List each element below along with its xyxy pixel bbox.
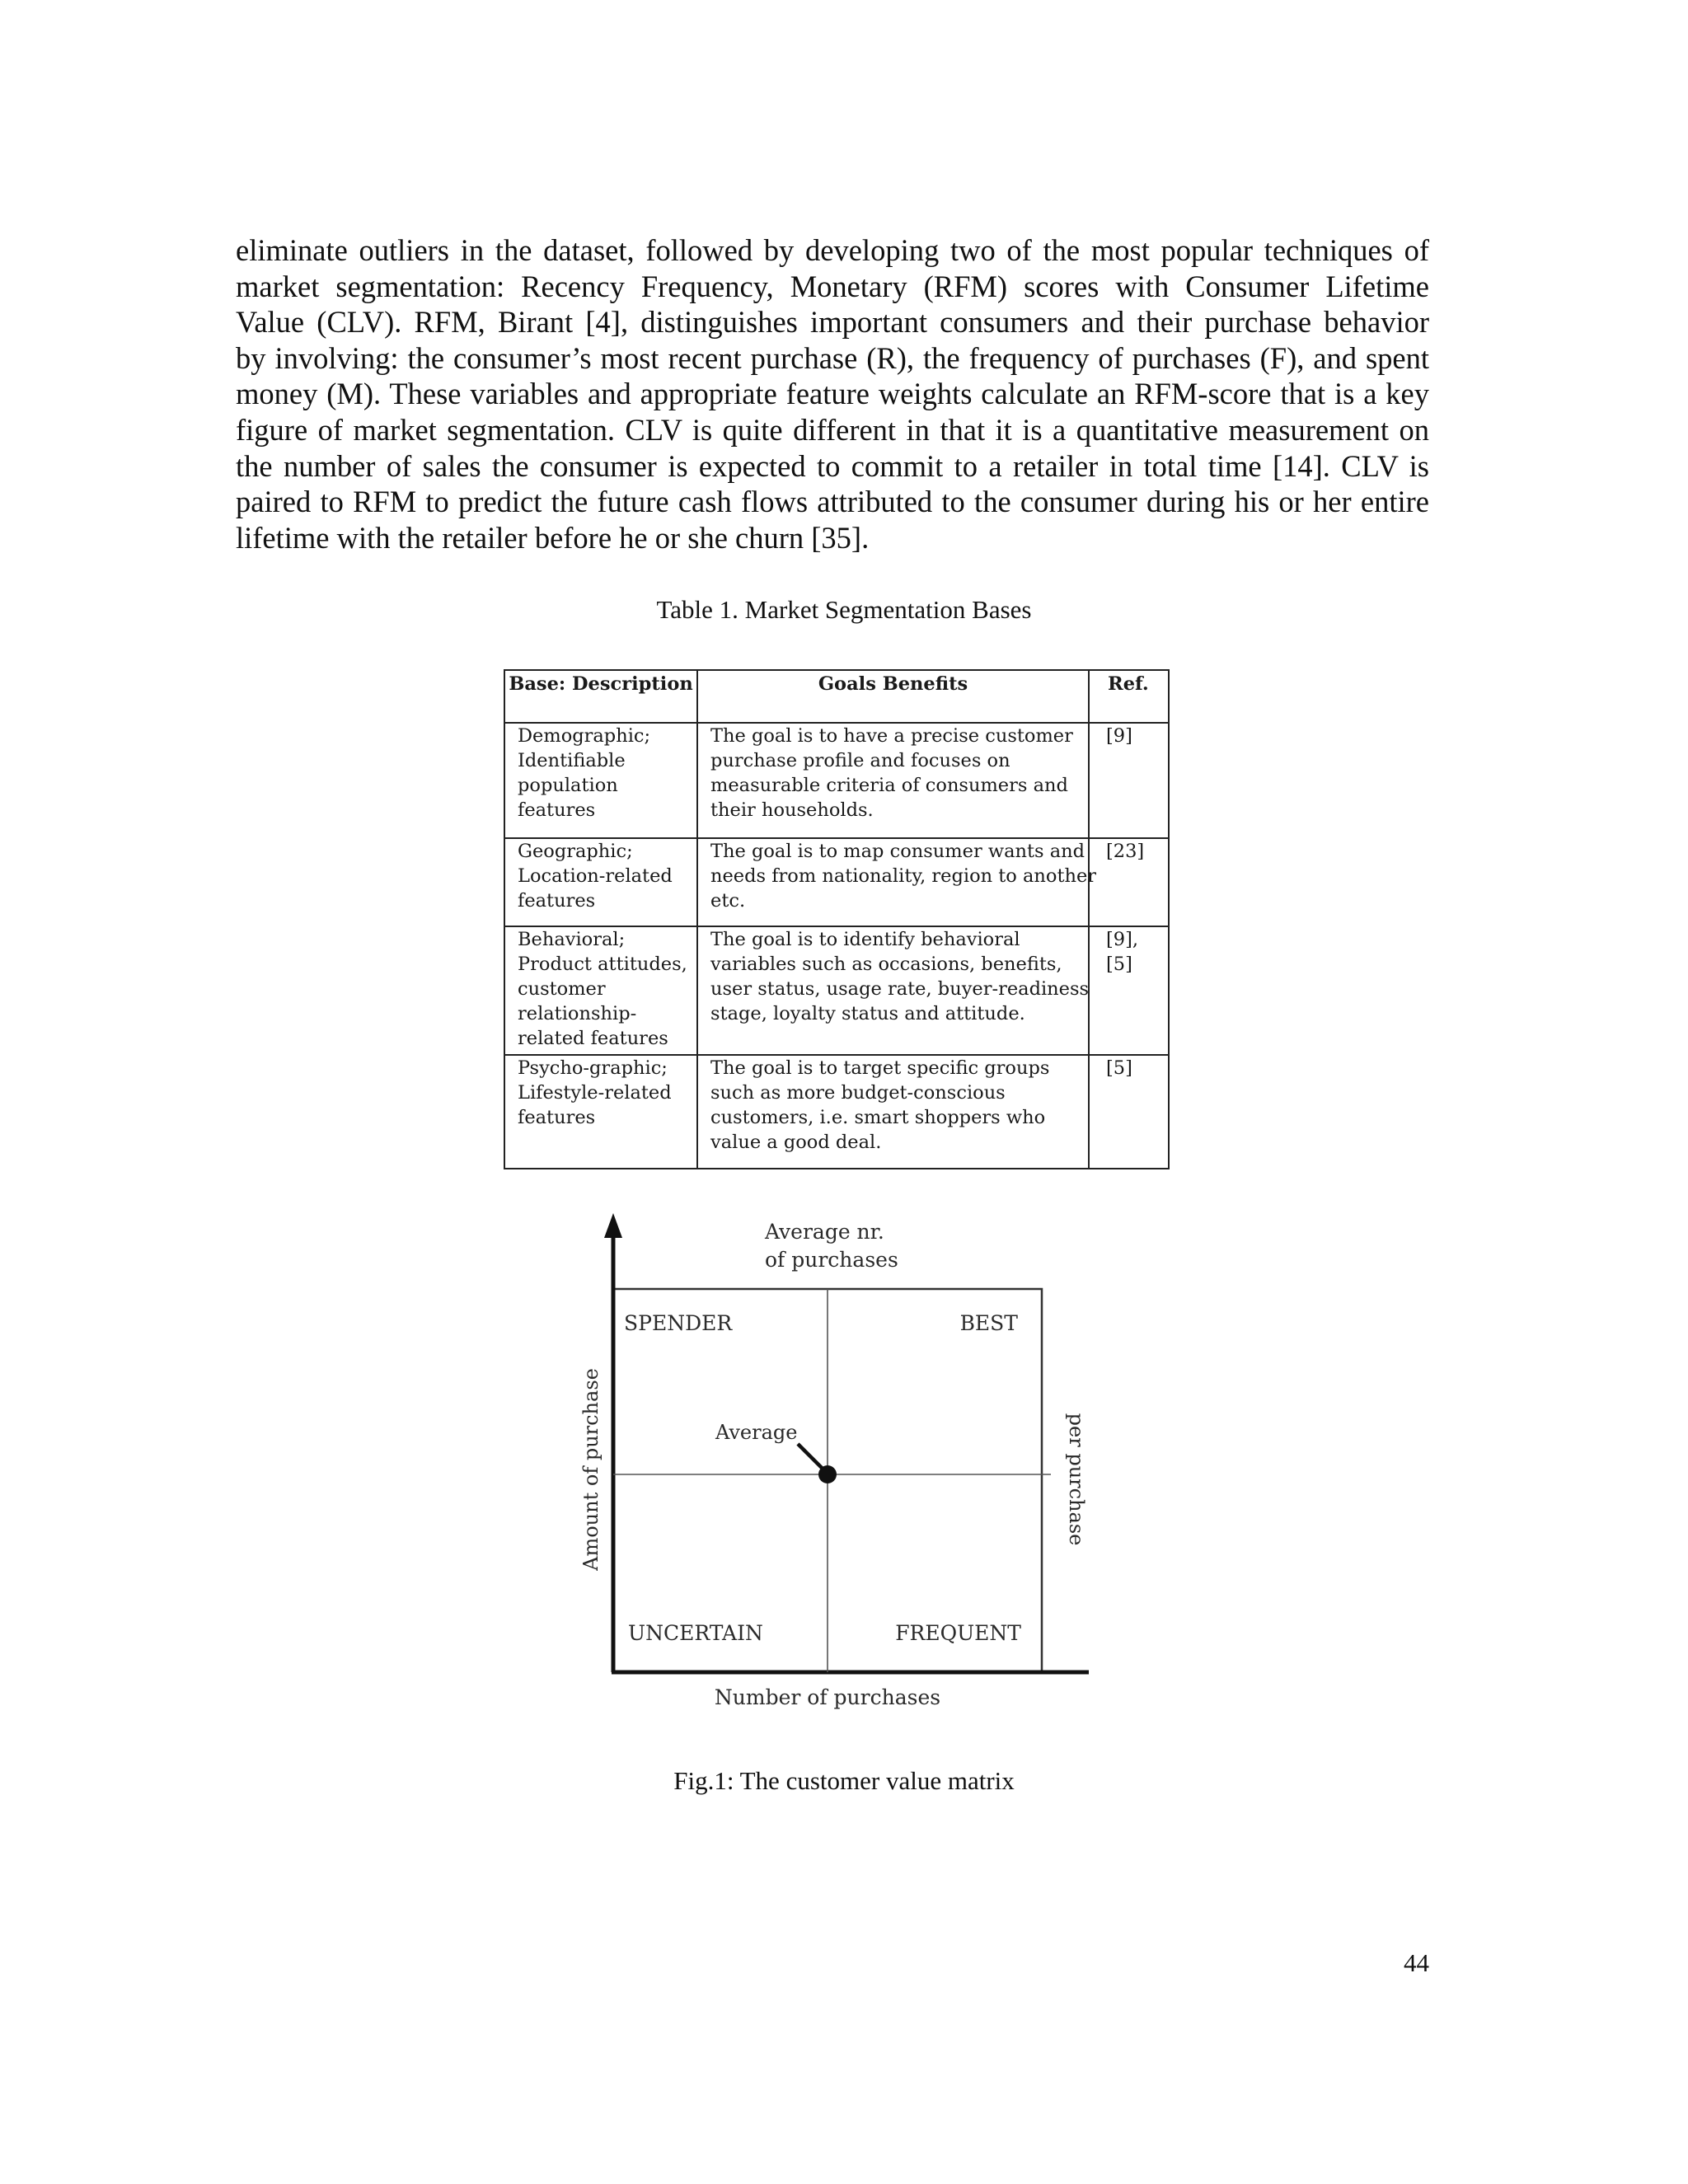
paragraph-line: paired to RFM to predict the future cash flows attributed to the consumer during his or her entire (236, 485, 1429, 519)
cell-line: etc. (710, 890, 746, 912)
cell-goals (697, 1055, 1089, 1169)
table-caption: Table 1. Market Segmentation Bases (656, 595, 1032, 624)
cell-line: Demographic; (518, 725, 651, 747)
cell-goals (697, 926, 1089, 1055)
paragraph-line: by involving: the consumer’s most recent purchase (R), the frequency of purchases (F), and spent (236, 340, 1429, 375)
paragraph-line: lifetime with the retailer before he or she churn [35]. (236, 520, 870, 555)
cell-ref (1089, 723, 1169, 838)
cell-line: Psycho-graphic; (518, 1057, 668, 1079)
header-base-line: Description (572, 673, 693, 695)
cell-line: Product attitudes, (518, 954, 687, 975)
paragraph-line: money (M). These variables and appropriate feature weights calculate an RFM-score that is a key (236, 377, 1429, 411)
cell-line: value a good deal. (710, 1132, 882, 1153)
cell-line: relationship- (518, 1003, 637, 1024)
cell-ref (1089, 926, 1169, 1055)
right-axis-label: per purchase (1065, 1413, 1088, 1546)
cell-goals (697, 838, 1097, 926)
page-number: 44 (1404, 1948, 1429, 1977)
paragraph-line: figure of market segmentation. CLV is quite different in that it is a quantitative measurement on (236, 412, 1429, 447)
average-pointer (798, 1444, 824, 1470)
paragraph-line: the number of sales the consumer is expected to commit to a retailer in total time [14]. CLV is (236, 448, 1429, 483)
segmentation-table (504, 669, 1170, 1169)
cell-line: Geographic; (518, 841, 633, 862)
paragraph-line: eliminate outliers in the dataset, followed by developing two of the most popular techniques of (236, 233, 1429, 267)
table-row (504, 723, 1169, 838)
header-goals-line: Benefits (882, 673, 968, 695)
average-label: Average (715, 1421, 798, 1444)
quadrant-uncertain: UNCERTAIN (628, 1621, 763, 1645)
figure-caption: Fig.1: The customer value matrix (673, 1766, 1015, 1795)
header-base (504, 670, 697, 723)
cell-line: customers, i.e. smart shoppers who (710, 1107, 1046, 1128)
average-point (818, 1465, 837, 1483)
header-base-line: Base: (509, 673, 566, 695)
y-axis-arrow (604, 1213, 622, 1238)
cell-line: needs from nationality, region to another (710, 865, 1097, 887)
cell-line: Lifestyle-related (518, 1082, 672, 1104)
table-row (504, 838, 1169, 926)
cell-line: purchase profile and focuses on (710, 750, 1010, 771)
paragraph-line: market segmentation: Recency Frequency, Monetary (RFM) scores with Consumer Lifetime (236, 269, 1429, 303)
cell-line: variables such as occasions, benefits, (710, 954, 1062, 975)
cell-line: features (518, 1107, 596, 1128)
cell-base (504, 926, 697, 1055)
table-row (504, 1055, 1169, 1169)
bottom-axis-label: Number of purchases (714, 1685, 941, 1709)
cell-line: The goal is to map consumer wants and (710, 841, 1085, 862)
cell-line: features (518, 890, 596, 912)
cell-line: Identifiable (518, 750, 626, 771)
header-goals (697, 670, 1089, 723)
cell-line: [5] (1106, 954, 1132, 975)
cell-base (504, 1055, 697, 1169)
body-paragraph (236, 232, 1429, 555)
cell-line: user status, usage rate, buyer-readiness (710, 978, 1090, 1000)
top-axis-label-line2: of purchases (765, 1248, 898, 1272)
left-axis-label: Amount of purchase (579, 1368, 603, 1571)
paragraph-line: Value (CLV). RFM, Birant [4], distinguishes important consumers and their purchase behavior (236, 305, 1429, 340)
cell-line: features (518, 799, 596, 821)
cell-line: their households. (710, 799, 874, 821)
quadrant-spender: SPENDER (624, 1311, 733, 1335)
table-header-row (504, 670, 1169, 723)
cell-line: [23] (1106, 841, 1145, 862)
table-row (504, 926, 1169, 1055)
cell-line: Behavioral; (518, 929, 626, 950)
cell-line: measurable criteria of consumers and (710, 775, 1068, 796)
cell-line: The goal is to target specific groups (710, 1057, 1050, 1079)
quadrant-frequent: FREQUENT (895, 1621, 1021, 1645)
cell-ref (1089, 838, 1169, 926)
cell-line: The goal is to identify behavioral (710, 929, 1020, 950)
cell-line: such as more budget-conscious (710, 1082, 1006, 1104)
header-ref: Ref. (1089, 670, 1169, 723)
top-axis-label-line1: Average nr. (765, 1220, 884, 1244)
cell-base (504, 723, 697, 838)
header-goals-line: Goals (818, 673, 876, 695)
cell-ref (1089, 1055, 1169, 1169)
cell-line: related features (518, 1028, 668, 1049)
customer-value-matrix-figure (560, 1212, 1104, 1722)
cell-line: [5] (1106, 1057, 1132, 1079)
quadrant-best: BEST (959, 1311, 1018, 1335)
cell-line: stage, loyalty status and attitude. (710, 1003, 1025, 1024)
cell-line: population (518, 775, 618, 796)
cell-goals (697, 723, 1089, 838)
cell-line: Location-related (518, 865, 673, 887)
cell-line: [9] (1106, 725, 1132, 747)
cell-line: [9], (1106, 929, 1139, 950)
cell-line: The goal is to have a precise customer (710, 725, 1073, 747)
cell-line: customer (518, 978, 606, 1000)
cell-base (504, 838, 697, 926)
